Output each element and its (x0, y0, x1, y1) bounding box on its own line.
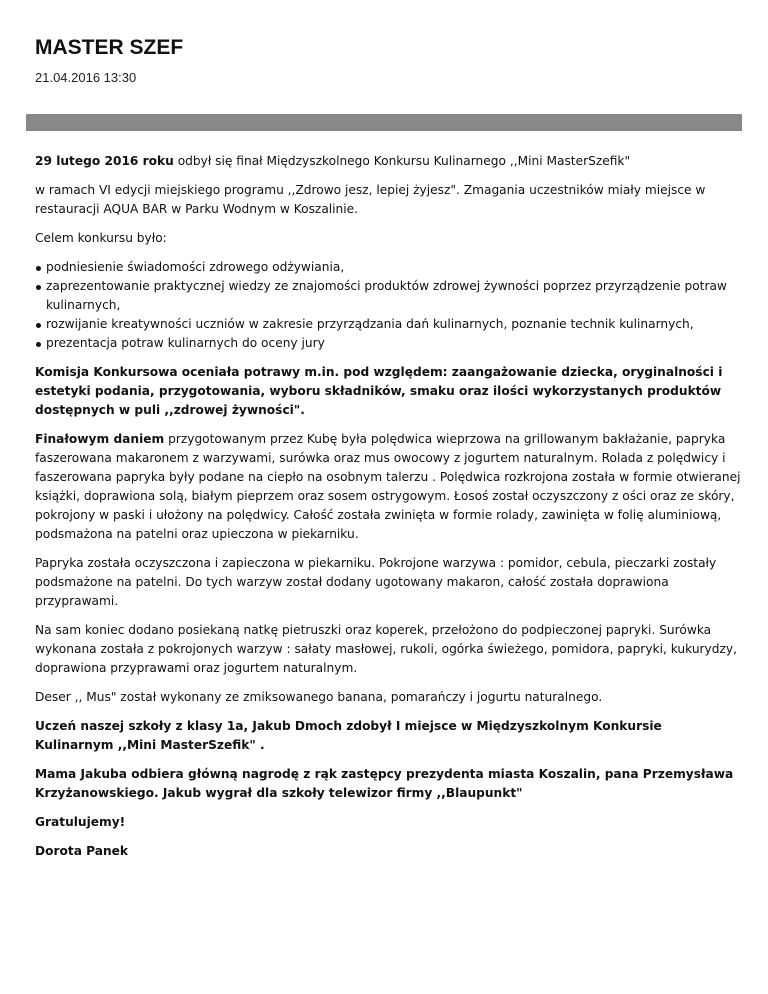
pepper-paragraph: Papryka została oczyszczona i zapieczona w piekarniku. Pokrojone warzywa : pomidor, cebula, pieczarki zostały podsmażone na patelni. Do tych warzyw został dodany ugotowany makaron, całość została doprawiona przyprawami. (35, 556, 717, 608)
final-dish-text: przygotowanym przez Kubę była polędwica wieprzowa na grillowanym bakłażanie, papryka faszerowana makaronem z warzywami, surówka oraz mus owocowy z jogurtem naturalnym. Rolada z polędwicy i faszerowana papryka były podane na ciepło na osobnym talerzu . Polędwica rozkrojona została w formie otwieranej książki, doprawiona solą, białym pieprzem oraz sosem ostrygowym. Łosoś został oczyszczony z ości oraz ze skóry, pokrojony w paski i ułożony na polędwicy. Całość została zwinięta w formie rolady, zawinięta w folię aluminiową, podsmażona na patelni oraz upieczona w piekarniku. (35, 432, 741, 541)
ending-paragraph: Na sam koniec dodano posiekaną natkę pietruszki oraz koperek, przełożono do podpieczonej papryki. Surówka wykonana została z pokrojonych warzyw : sałaty masłowej, rukoli, ogórka świeżego, pomidora, papryki, kukurydzy, doprawiona przyprawami oraz jogurtem naturalnym. (35, 623, 737, 675)
list-item: zaprezentowanie praktycznej wiedzy ze znajomości produktów zdrowej żywności poprzez przyrządzenie potraw kulinarnych, (46, 277, 742, 315)
winner-paragraph: Uczeń naszej szkoły z klasy 1a, Jakub Dmoch zdobył I miejsce w Międzyszkolnym Konkursie Kulinarnym ,,Mini MasterSzefik" . (35, 719, 662, 752)
dessert-paragraph: Deser ,, Mus" został wykonany ze zmiksowanego banana, pomarańczy i jogurtu naturalnego. (35, 690, 603, 704)
intro-text: odbył się finał Międzyszkolnego Konkursu Kulinarnego ,,Mini MasterSzefik" (173, 154, 631, 168)
publish-date: 21.04.2016 13:30 (35, 70, 137, 85)
page-title: MASTER SZEF (35, 36, 184, 59)
author-name: Dorota Panek (35, 844, 129, 858)
list-item: prezentacja potraw kulinarnych do oceny jury (46, 334, 742, 353)
commission-paragraph: Komisja Konkursowa oceniała potrawy m.in. pod względem: zaangażowanie dziecka, oryginalności i estetyki podania, przygotowania, wyboru składników, smaku oraz ilości wykorzystanych produktów dostępnych w puli ,,zdrowej żywności". (35, 365, 723, 417)
list-item: rozwijanie kreatywności uczniów w zakresie przyrządzania dań kulinarnych, poznanie technik kulinarnych, (46, 315, 742, 334)
divider-bar (26, 114, 742, 131)
prize-paragraph: Mama Jakuba odbiera główną nagrodę z rąk zastępcy prezydenta miasta Koszalin, pana Przemysława Krzyżanowskiego. Jakub wygrał dla szkoły telewizor firmy ,,Blaupunkt" (35, 767, 734, 800)
goals-heading: Celem konkursu było: (35, 231, 167, 245)
article-body (35, 152, 742, 861)
list-item: podniesienie świadomości zdrowego odżywiania, (46, 258, 742, 277)
congrats-text: Gratulujemy! (35, 815, 126, 829)
final-dish-lead: Finałowym daniem (35, 432, 165, 446)
intro-paragraph (35, 152, 742, 171)
goals-list (35, 258, 742, 353)
intro-date: 29 lutego 2016 roku (35, 154, 174, 168)
program-paragraph: w ramach VI edycji miejskiego programu ,,Zdrowo jesz, lepiej żyjesz". Zmagania uczestników miały miejsce w restauracji AQUA BAR w Parku Wodnym w Koszalinie. (35, 183, 706, 216)
final-dish-paragraph (35, 430, 742, 544)
